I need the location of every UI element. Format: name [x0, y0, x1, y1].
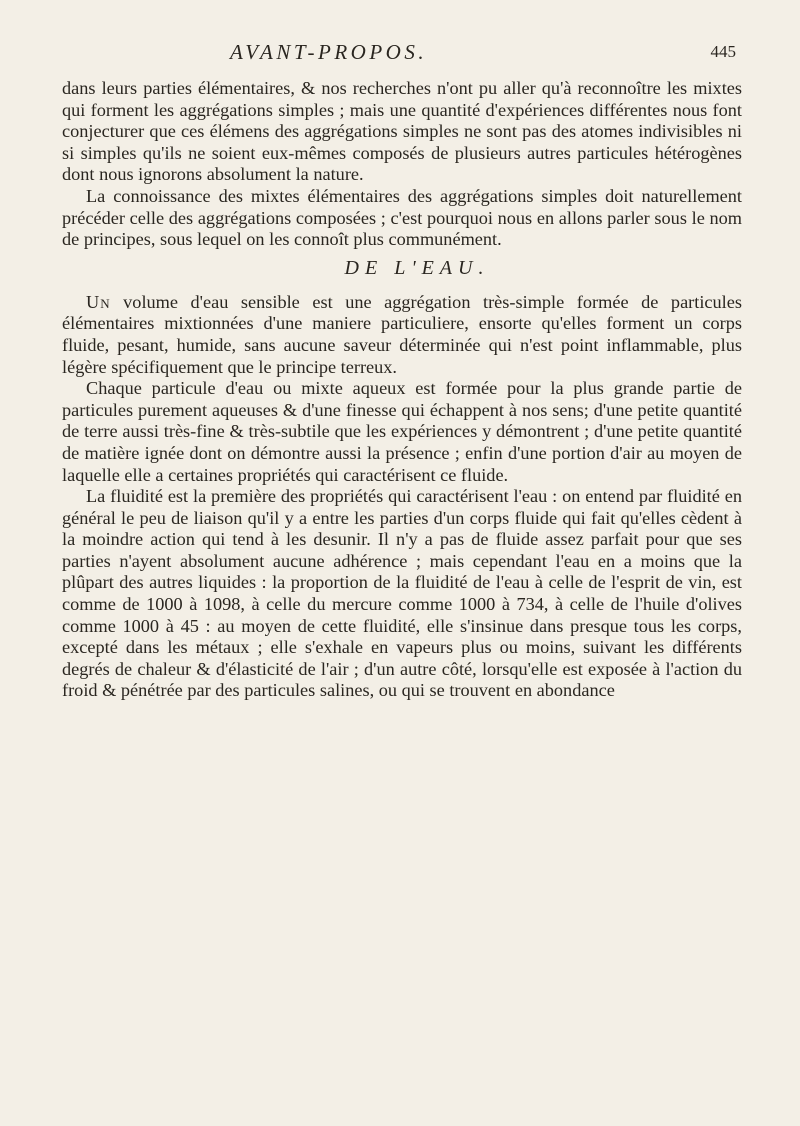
body-text: [62, 78, 742, 702]
page-number: 445: [710, 42, 736, 61]
paragraph-continuation: dans leurs parties élémentaires, & nos recherches n'ont pu aller qu'à reconnoître les mixtes qui forment les aggrégations simples ; mais une quantité d'expériences différentes nous font conjecturer que ces élémens des aggrégations simples ne sont pas des atomes indivisibles ni si simples qu'ils ne soient eux-mêmes composés de plusieurs autres particules hétérogènes dont nous ignorons absolument la nature.: [62, 78, 742, 185]
paragraph-principes: La connoissance des mixtes élémentaires des aggrégations simples doit naturellement précéder celle des aggrégations composées ; c'est pourquoi nous en allons parler sous le nom de principes, sous lequel on les connoît plus communément.: [62, 185, 742, 250]
paragraph-particule: Chaque particule d'eau ou mixte aqueux est formée pour la plus grande partie de particules purement aqueuses & d'une finesse qui échappent à nos sens; d'une petite quantité de terre aussi très-fine & très-subtile que les expériences y démontrent ; d'une petite quantité de matière ignée dont on démontre aussi la présence ; enfin d'une portion d'air au moyen de laquelle elle a certaines propriétés qui caractérisent ce fluide.: [62, 378, 742, 485]
lead-word: Un: [86, 291, 111, 312]
paragraph-volume-eau: [62, 292, 742, 378]
running-head: [62, 38, 742, 78]
running-title: AVANT-PROPOS.: [230, 40, 428, 64]
paragraph-volume-eau-text: volume d'eau sensible est une aggrégation très-simple formée de particules élémentaires mixtionnées d'une maniere particuliere, ensorte qu'elles forment un corps fluide, pesant, humide, sans aucune saveur déterminée qui n'est point inflammable, plus légère spécifiquement que le principe terreux.: [62, 291, 742, 377]
paragraph-fluidite: La fluidité est la première des propriétés qui caractérisent l'eau : on entend par fluidité en général le peu de liaison qu'il y a entre les parties d'un corps fluide qui fait qu'elles cèdent à la moindre action qui tend à les desunir. Il n'y a pas de fluide assez parfait pour que ses parties n'ayent absolument aucune adhérence ; mais cependant l'eau en a moins que la plûpart des autres liquides : la proportion de la fluidité de l'eau à celle de l'esprit de vin, est comme de 1000 à 1098, à celle du mercure comme 1000 à 734, à celle de l'huile d'olives comme 1000 à 45 : au moyen de cette fluidité, elle s'insinue dans presque tous les corps, excepté dans les métaux ; elle s'exhale en vapeurs plus ou moins, suivant les différents degrés de chaleur & d'élasticité de l'air ; d'un autre côté, lorsqu'elle est exposée à l'action du froid & pénétrée par des particules salines, ou qui se trouvent en abondance: [62, 486, 742, 701]
section-heading: DE L'EAU.: [344, 256, 490, 279]
